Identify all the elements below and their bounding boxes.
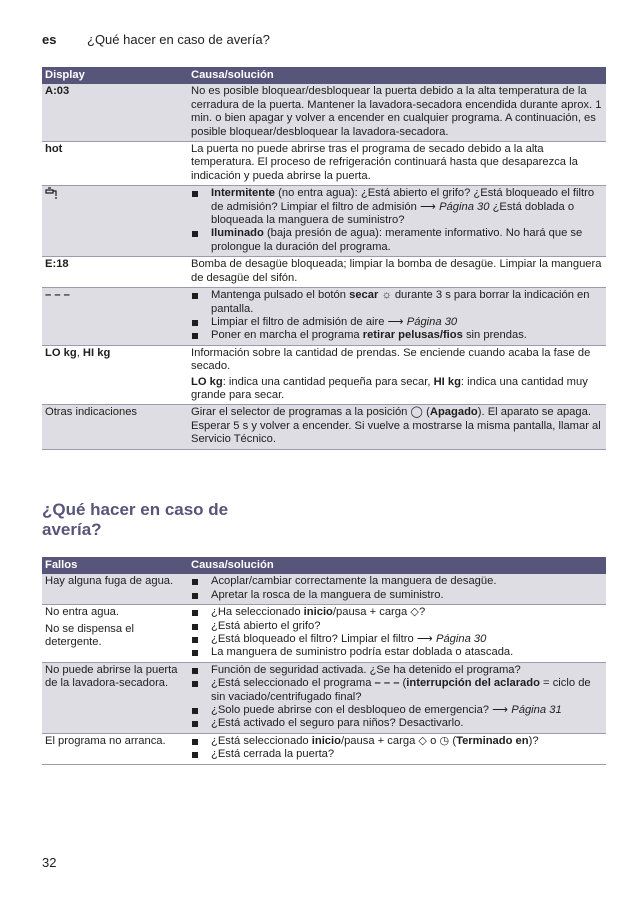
page-reference: Página 30 xyxy=(406,315,458,328)
dry-icon: ☼ xyxy=(381,289,392,302)
list-item: Mantenga pulsado el botón secar ☼ durante 3 s para borrar la indicación en pantalla. xyxy=(191,289,603,316)
table-row xyxy=(42,605,606,663)
start-pause-icon: ◇ xyxy=(418,734,428,747)
cause-cell xyxy=(188,345,606,405)
table-row xyxy=(42,142,606,186)
cause-cell xyxy=(188,733,606,764)
table-row xyxy=(42,574,606,604)
start-pause-icon: ◇ xyxy=(410,606,419,619)
header-title: ¿Qué hacer en caso de avería? xyxy=(87,32,270,47)
list-item: Función de seguridad activada. ¿Se ha detenido el programa? xyxy=(191,664,603,677)
arrow-icon: ⟶ xyxy=(492,704,512,717)
column-header-faults: Fallos xyxy=(42,557,188,574)
page-reference: Página 31 xyxy=(511,704,562,717)
page-reference: Página 30 xyxy=(435,633,487,646)
table-row xyxy=(42,186,606,257)
list-item: ¿Está seleccionado inicio/pausa + carga ◇ o ◷ (Terminado en)? xyxy=(191,735,603,748)
list-item: Poner en marcha el programa retirar pelusas/fios sin prendas. xyxy=(191,329,603,342)
cause-cell xyxy=(188,186,606,257)
list-item: ¿Ha seleccionado inicio/pausa + carga ◇? xyxy=(191,606,603,619)
table-row xyxy=(42,288,606,346)
column-header-cause: Causa/solución xyxy=(188,557,606,574)
cause-cell xyxy=(188,574,606,604)
section-title: ¿Qué hacer en caso de avería? xyxy=(42,500,229,539)
cause-text: LO kg: indica una cantidad pequeña para secar, HI kg: indica una cantidad muy grande para secar. xyxy=(191,375,588,401)
faults-table xyxy=(42,557,606,765)
display-code: – – – xyxy=(42,288,188,346)
language-code: es xyxy=(42,32,57,47)
cause-text: Bomba de desagüe bloqueada; limpiar la bomba de desagüe. Limpiar la manguera de desagüe del sifón. xyxy=(188,257,606,288)
clock-icon: ◷ xyxy=(439,734,450,747)
list-item: ¿Solo puede abrirse con el desbloqueo de emergencia? ⟶ Página 31 xyxy=(191,704,603,717)
table-row xyxy=(42,345,606,405)
display-table xyxy=(42,67,606,450)
fault-text: No entra agua. xyxy=(45,606,120,619)
display-code: hot xyxy=(42,142,188,186)
display-code: A:03 xyxy=(42,84,188,141)
off-circle-icon: ◯ xyxy=(410,406,424,419)
column-header-cause: Causa/solución xyxy=(188,67,606,84)
display-code: E:18 xyxy=(42,257,188,288)
list-item: Iluminado (baja presión de agua): meramente informativo. No hará que se prolongue la duración del programa. xyxy=(191,227,603,254)
fault-text: No puede abrirse la puerta de la lavadora-secadora. xyxy=(42,662,188,733)
table-row xyxy=(42,405,606,449)
arrow-icon: ⟶ xyxy=(387,315,407,328)
table-header-row xyxy=(42,557,606,574)
list-item: Intermitente (no entra agua): ¿Está abierto el grifo? ¿Está bloqueado el filtro de admisión? Limpiar el filtro de admisión ⟶ Página 30 ¿Está doblada o bloqueada la manguera de suministro? xyxy=(191,187,603,227)
arrow-icon: ⟶ xyxy=(419,200,440,213)
list-item: Acoplar/cambiar correctamente la manguera de desagüe. xyxy=(191,575,603,588)
list-item: Limpiar el filtro de admisión de aire ⟶ Página 30 xyxy=(191,316,603,329)
cause-cell xyxy=(188,288,606,346)
table-row xyxy=(42,662,606,733)
fault-text: No se dispensa el detergente. xyxy=(45,622,134,649)
list-item: Apretar la rosca de la manguera de suministro. xyxy=(191,589,603,602)
table-row xyxy=(42,257,606,288)
arrow-icon: ⟶ xyxy=(416,633,436,646)
tap-symbol-cell xyxy=(42,186,188,257)
page-reference: Página 30 xyxy=(439,200,490,213)
fault-cell xyxy=(42,605,188,663)
cause-cell: Girar el selector de programas a la posición ◯ (Apagado). El aparato se apaga. Esperar 5 s y volver a encender. Si vuelve a mostrarse la misma pantalla, llamar al Servicio Técnico. xyxy=(188,405,606,449)
cause-text: No es posible bloquear/desbloquear la puerta debido a la alta temperatura de la cerradura de la puerta. Mantener la lavadora-secadora encendida durante aprox. 1 min. o bien apagar y volver a encender en cualquier programa. A continuación, es posible bloquear/desbloquear la lavadora-secadora. xyxy=(188,84,606,141)
cause-text: La puerta no puede abrirse tras el programa de secado debido a la alta temperatura. El proceso de refrigeración continuará hasta que desaparezca la indicación y pueda abrirse la puerta. xyxy=(188,142,606,186)
fault-text: El programa no arranca. xyxy=(42,733,188,764)
table-row xyxy=(42,84,606,141)
fault-text: Hay alguna fuga de agua. xyxy=(42,574,188,604)
table-row xyxy=(42,733,606,764)
list-item: ¿Está activado el seguro para niños? Desactivarlo. xyxy=(191,717,603,730)
list-item: ¿Está cerrada la puerta? xyxy=(191,748,603,761)
page-number: 32 xyxy=(42,855,57,870)
list-item: La manguera de suministro podría estar doblada o atascada. xyxy=(191,646,603,659)
column-header-display: Display xyxy=(42,67,188,84)
display-code: LO kg, HI kg xyxy=(42,345,188,405)
display-code: Otras indicaciones xyxy=(42,405,188,449)
list-item: ¿Está bloqueado el filtro? Limpiar el filtro ⟶ Página 30 xyxy=(191,633,603,646)
list-item: ¿Está seleccionado el programa – – – (interrupción del aclarado = ciclo de sin vaciado/centrifugado final? xyxy=(191,677,603,704)
cause-cell xyxy=(188,662,606,733)
cause-text: Información sobre la cantidad de prendas. Se enciende cuando acaba la fase de secado. xyxy=(191,346,591,373)
page-header xyxy=(42,32,270,47)
cause-cell xyxy=(188,605,606,663)
list-item: ¿Está abierto el grifo? xyxy=(191,620,603,633)
table-header-row xyxy=(42,67,606,84)
water-tap-icon xyxy=(45,187,59,199)
